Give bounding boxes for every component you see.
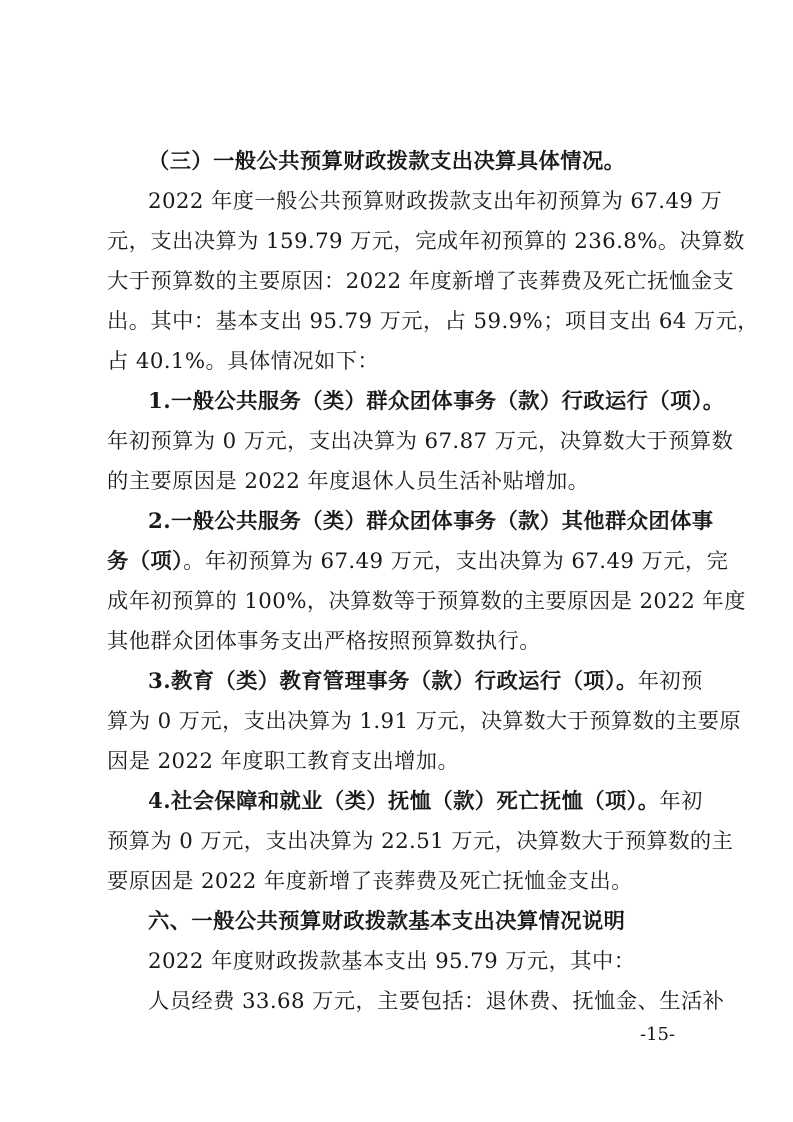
paragraph-line: 占 40.1%。具体情况如下： (107, 349, 380, 374)
item-title-continued: 务（项） (107, 549, 184, 574)
item-title: 2.一般公共服务（类）群众团体事务（款）其他群众团体事 (148, 509, 714, 534)
item-title: 1.一般公共服务（类）群众团体事务（款）行政运行（项）。 (148, 389, 725, 414)
paragraph-line: 因是 2022 年度职工教育支出增加。 (107, 749, 460, 774)
paragraph-line: 2022 年度一般公共预算财政拨款支出年初预算为 67.49 万 (148, 189, 723, 214)
paragraph-line: 出。其中：基本支出 95.79 万元，占 59.9%；项目支出 64 万元， (107, 309, 760, 334)
item-title: 4.社会保障和就业（类）抚恤（款）死亡抚恤（项）。 (148, 789, 660, 814)
paragraph-line: 成年初预算的 100%，决算数等于预算数的主要原因是 2022 年度 (107, 589, 746, 614)
paragraph-line: 预算为 0 万元，支出决算为 22.51 万元，决算数大于预算数的主 (107, 829, 734, 854)
paragraph-line: 算为 0 万元，支出决算为 1.91 万元，决算数大于预算数的主要原 (107, 709, 742, 734)
paragraph-line: 要原因是 2022 年度新增了丧葬费及死亡抚恤金支出。 (107, 869, 633, 894)
item-text: 年初 (659, 789, 703, 814)
page-number: -15- (640, 1024, 676, 1045)
section-heading: 六、一般公共预算财政拨款基本支出决算情况说明 (148, 909, 626, 934)
paragraph-line: 元，支出决算为 159.79 万元，完成年初预算的 236.8%。决算数 (107, 229, 745, 254)
paragraph-line: 人员经费 33.68 万元，主要包括：退休费、抚恤金、生活补 (148, 989, 725, 1014)
paragraph-line: 2022 年度财政拨款基本支出 95.79 万元，其中： (148, 949, 636, 974)
item-text: 年初预 (637, 669, 703, 694)
paragraph-line: 的主要原因是 2022 年度退休人员生活补贴增加。 (107, 469, 590, 494)
item-title: 3.教育（类）教育管理事务（款）行政运行（项）。 (148, 669, 638, 694)
paragraph-line (148, 662, 703, 702)
paragraph-line: 其他群众团体事务支出严格按照预算数执行。 (107, 629, 541, 654)
item-text: 。年初预算为 67.49 万元，支出决算为 67.49 万元，完 (183, 549, 729, 574)
section-heading: （三）一般公共预算财政拨款支出决算具体情况。 (148, 149, 626, 174)
paragraph-line: 年初预算为 0 万元，支出决算为 67.87 万元，决算数大于预算数 (107, 429, 734, 454)
paragraph-line: 大于预算数的主要原因：2022 年度新增了丧葬费及死亡抚恤金支 (107, 269, 735, 294)
paragraph-line (107, 542, 729, 582)
paragraph-line (148, 782, 703, 822)
